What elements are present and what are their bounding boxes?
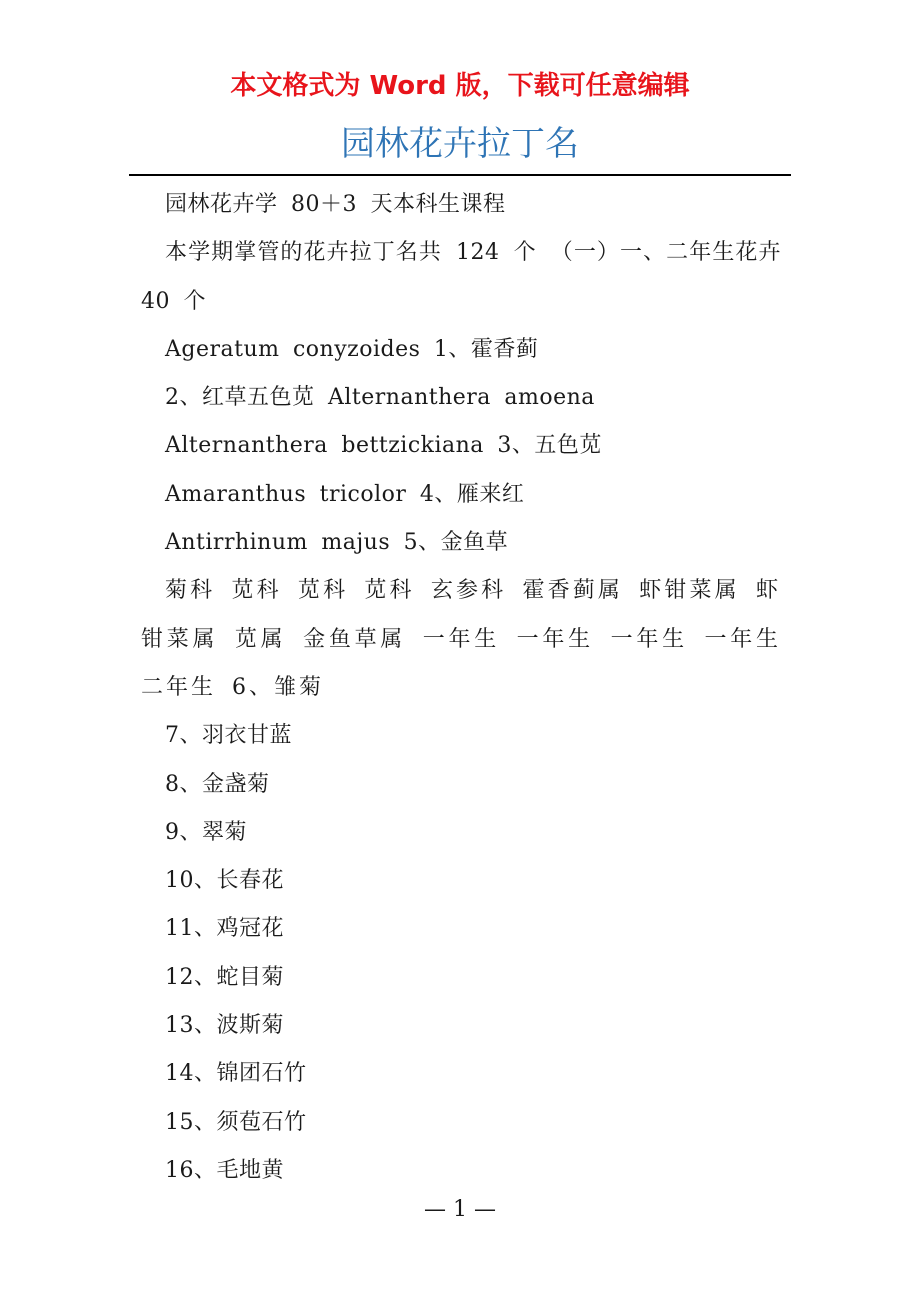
body-paragraph: 菊科 苋科 苋科 苋科 玄参科 霍香蓟属 虾钳菜属 虾钳菜属 苋属 金鱼草属 一年生 一年生 一年生 一年生 二年生 6、雏菊 [141,578,781,700]
body-paragraph: 10、长春花 [165,868,284,894]
body-paragraph: 园林花卉学 80＋3 天本科生课程 [165,192,506,217]
body-paragraph: 12、蛇目菊 [165,964,284,990]
page-number: — 1 — [424,1197,496,1222]
body-paragraph: 13、波斯菊 [165,1013,284,1039]
body-paragraph: 16、毛地黄 [165,1157,284,1183]
body-paragraph: 14、锦团石竹 [165,1061,307,1087]
body-paragraph: 2、红草五色苋 Alternanthera amoena [165,385,595,411]
body-paragraph: Alternanthera bettzickiana 3、五色苋 [165,433,602,459]
body-paragraph: Antirrhinum majus 5、金鱼草 [165,530,509,556]
body-paragraph: 9、翠菊 [165,819,247,845]
body-paragraph: 本学期掌管的花卉拉丁名共 124 个 （一）一、二年生花卉 40 个 [141,240,781,314]
body-paragraph: 15、须苞石竹 [165,1109,307,1135]
body-paragraph: 7、羽衣甘蓝 [165,723,292,749]
document-title: 园林花卉拉丁名 [341,124,579,164]
body-paragraph: 11、鸡冠花 [165,916,284,942]
document-body [141,181,781,1195]
title-divider [129,174,791,176]
body-paragraph: 8、金盏菊 [165,771,270,797]
body-paragraph: Ageratum conyzoides 1、霍香蓟 [165,336,539,362]
body-paragraph: Amaranthus tricolor 4、雁来红 [165,481,525,507]
download-banner: 本文格式为 Word 版，下载可任意编辑 [230,71,690,101]
